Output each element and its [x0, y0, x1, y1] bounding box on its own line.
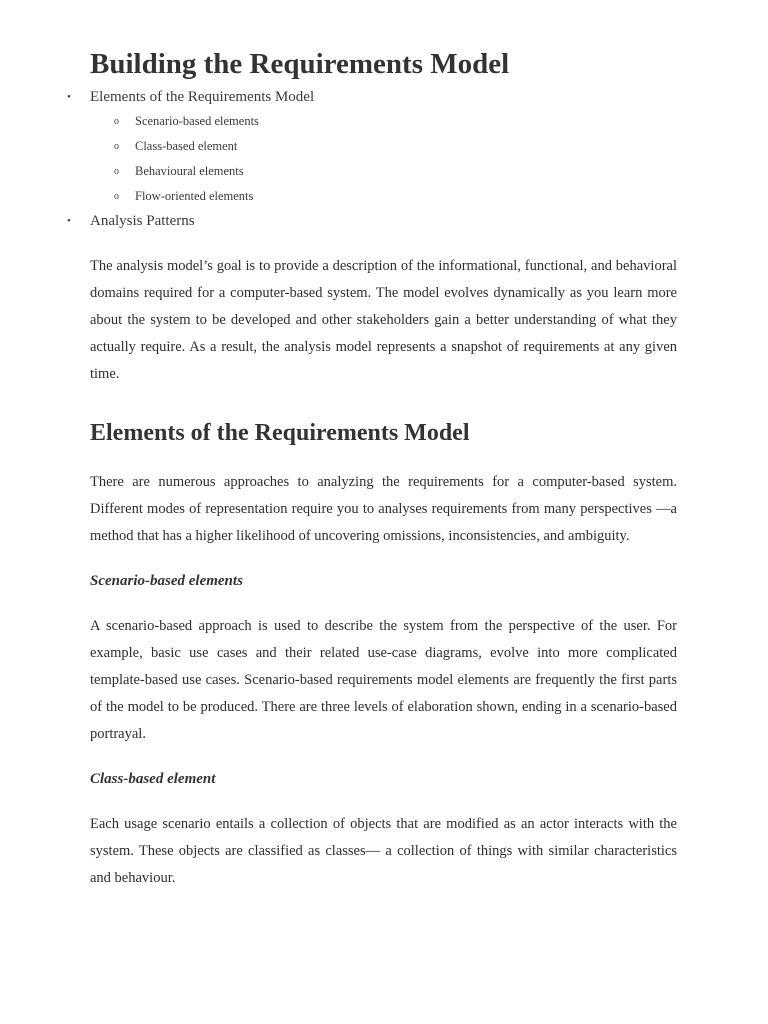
toc-subitem — [114, 159, 677, 184]
section-heading-elements: Elements of the Requirements Model — [90, 420, 470, 446]
toc-subitem — [114, 109, 677, 134]
scenario-paragraph: A scenario-based approach is used to describe the system from the perspective of the user. For example, basic use cases and their related use-case diagrams, evolve into more complicated template-based use cases. Scenario-based requirements model elements are frequently the first parts of the model to be produced. There are three levels of elaboration shown, ending in a scenario-based portrayal. — [90, 618, 677, 742]
page-title: Building the Requirements Model — [90, 48, 510, 80]
toc-subitem-label: Scenario-based elements — [135, 114, 259, 128]
document-content — [67, 44, 677, 892]
toc-sublist — [114, 109, 677, 209]
subsection-heading-class: Class-based element — [90, 771, 216, 787]
intro-paragraph: The analysis model’s goal is to provide a description of the informational, functional, and behavioral domains required for a computer-based system. The model evolves dynamically as you learn more about the system to be developed and other stakeholders gain a better understanding of what they actually require. As a result, the analysis model represents a snapshot of requirements at any given time. — [90, 258, 677, 382]
toc-subitem-label: Flow-oriented elements — [135, 189, 254, 203]
toc-item-analysis-patterns — [67, 211, 677, 231]
subsection-heading-scenario: Scenario-based elements — [90, 573, 243, 589]
toc-subitem-label: Behavioural elements — [135, 164, 244, 178]
toc-subitem — [114, 184, 677, 209]
class-paragraph: Each usage scenario entails a collection of objects that are modified as an actor interacts with the system. These objects are classified as classes— a collection of things with similar characteristics and behaviour. — [90, 816, 677, 886]
toc-item-label: Elements of the Requirements Model — [90, 89, 315, 105]
circle-bullet-icon: o — [114, 166, 119, 177]
toc-list — [67, 87, 677, 231]
circle-bullet-icon: o — [114, 191, 119, 202]
bullet-icon: • — [67, 91, 71, 103]
elements-paragraph: There are numerous approaches to analyzing the requirements for a computer-based system. Different modes of representation require you to analyses requirements from many perspectives —a method that has a higher likelihood of uncovering omissions, inconsistencies, and ambiguity. — [90, 474, 677, 544]
bullet-icon: • — [67, 215, 71, 227]
circle-bullet-icon: o — [114, 141, 119, 152]
toc-item-elements — [67, 87, 677, 209]
toc-subitem — [114, 134, 677, 159]
circle-bullet-icon: o — [114, 116, 119, 127]
toc-item-label: Analysis Patterns — [90, 213, 195, 229]
toc-subitem-label: Class-based element — [135, 139, 238, 153]
